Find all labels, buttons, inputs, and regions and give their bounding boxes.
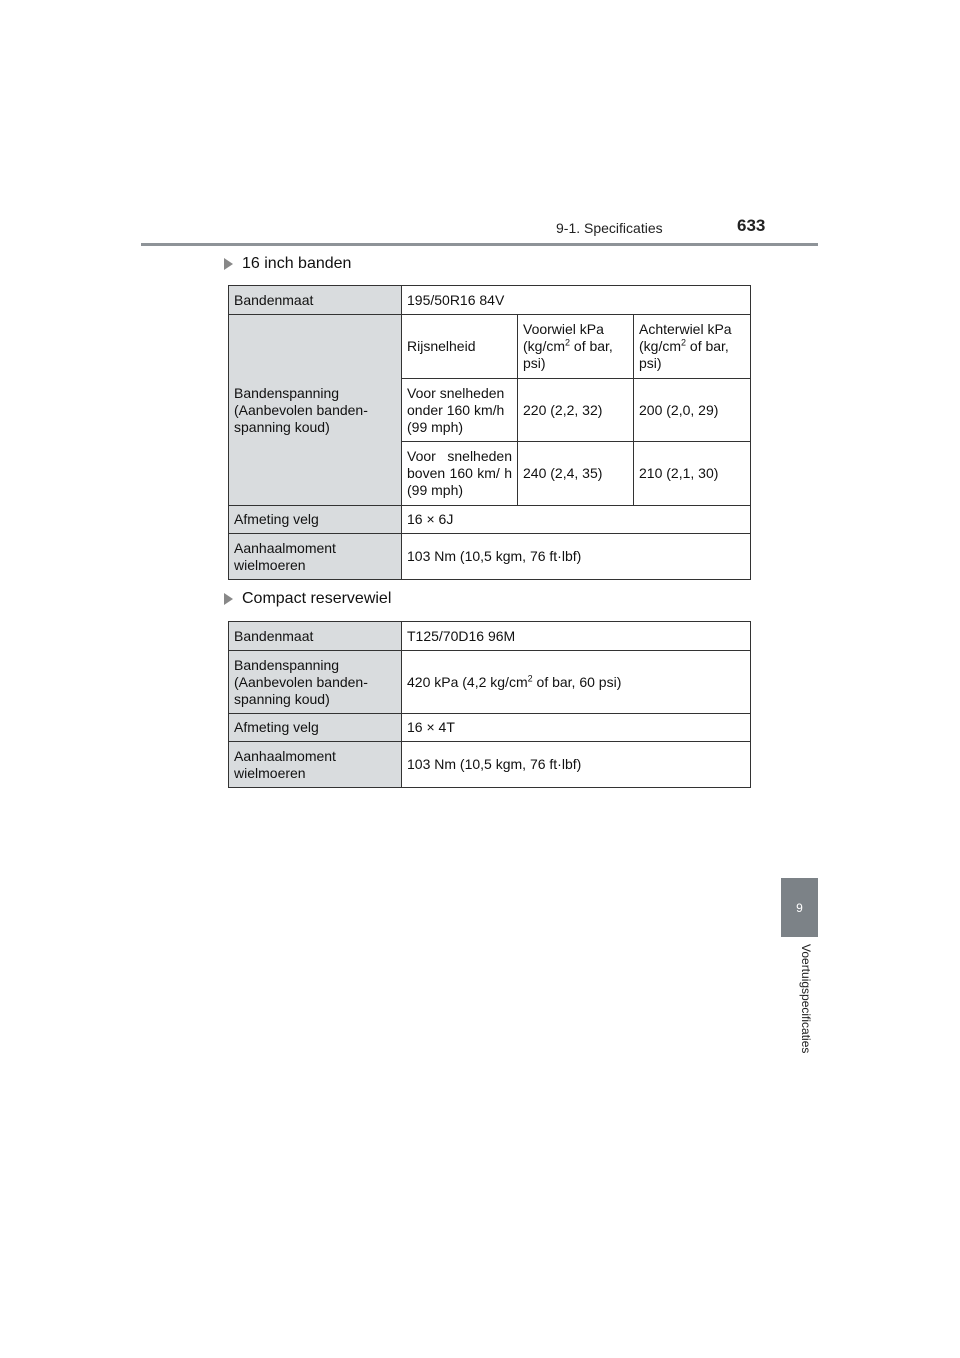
rim-size-value: 16 × 4T <box>402 714 751 742</box>
table-row <box>229 714 751 742</box>
spare-tire-table <box>228 621 751 788</box>
rim-size-label: Afmeting velg <box>229 714 402 742</box>
table-row <box>229 506 751 534</box>
torque-label: Aanhaalmoment wielmoeren <box>229 534 402 580</box>
chapter-tab <box>781 878 818 937</box>
torque-value: 103 Nm (10,5 kgm, 76 ft·lbf) <box>402 534 751 580</box>
section-title: 9-1. Specificaties <box>556 220 663 236</box>
rear-pressure-cell: 200 (2,0, 29) <box>634 379 751 442</box>
pressure-label: Bandenspanning (Aanbevolen banden-spanning koud) <box>229 315 402 506</box>
tire-size-label: Bandenmaat <box>229 286 402 315</box>
heading-16-inch-text: 16 inch banden <box>242 255 352 272</box>
front-pressure-cell: 240 (2,4, 35) <box>518 442 634 506</box>
arrow-right-icon <box>224 593 233 605</box>
rear-pressure-cell: 210 (2,1, 30) <box>634 442 751 506</box>
speed-cell: Voor snelheden boven 160 km/ h (99 mph) <box>402 442 518 506</box>
chapter-number: 9 <box>796 900 803 915</box>
table-row <box>229 286 751 315</box>
tire-size-value: 195/50R16 84V <box>402 286 751 315</box>
torque-label: Aanhaalmoment wielmoeren <box>229 742 402 788</box>
torque-value: 103 Nm (10,5 kgm, 76 ft·lbf) <box>402 742 751 788</box>
heading-16-inch <box>224 255 351 273</box>
speed-cell: Voor snelheden onder 160 km/h (99 mph) <box>402 379 518 442</box>
table-row <box>229 622 751 651</box>
tire-size-label: Bandenmaat <box>229 622 402 651</box>
front-header: Voorwiel kPa ($kg/cm^2$ of bar, psi) <box>518 315 634 379</box>
tire-size-value: T125/70D16 96M <box>402 622 751 651</box>
rim-size-label: Afmeting velg <box>229 506 402 534</box>
tire-16-table <box>228 285 751 580</box>
table-row <box>229 651 751 714</box>
header-divider <box>141 243 818 246</box>
table-row <box>229 534 751 580</box>
pressure-label: Bandenspanning (Aanbevolen banden-spanning koud) <box>229 651 402 714</box>
table-row <box>229 742 751 788</box>
arrow-right-icon <box>224 258 233 270</box>
speed-header: Rijsnelheid <box>402 315 518 379</box>
pressure-value: 420 kPa (4,2 $kg/cm^2$ of bar, 60 psi) <box>402 651 751 714</box>
heading-spare-text: Compact reservewiel <box>242 590 392 607</box>
page-number: 633 <box>737 216 766 235</box>
rear-header: Achterwiel kPa ($kg/cm^2$ of bar, psi) <box>634 315 751 379</box>
heading-spare <box>224 590 391 608</box>
table-row <box>229 315 751 379</box>
rim-size-value: 16 × 6J <box>402 506 751 534</box>
chapter-label: Voertuigspecificaties <box>799 944 813 1054</box>
front-pressure-cell: 220 (2,2, 32) <box>518 379 634 442</box>
